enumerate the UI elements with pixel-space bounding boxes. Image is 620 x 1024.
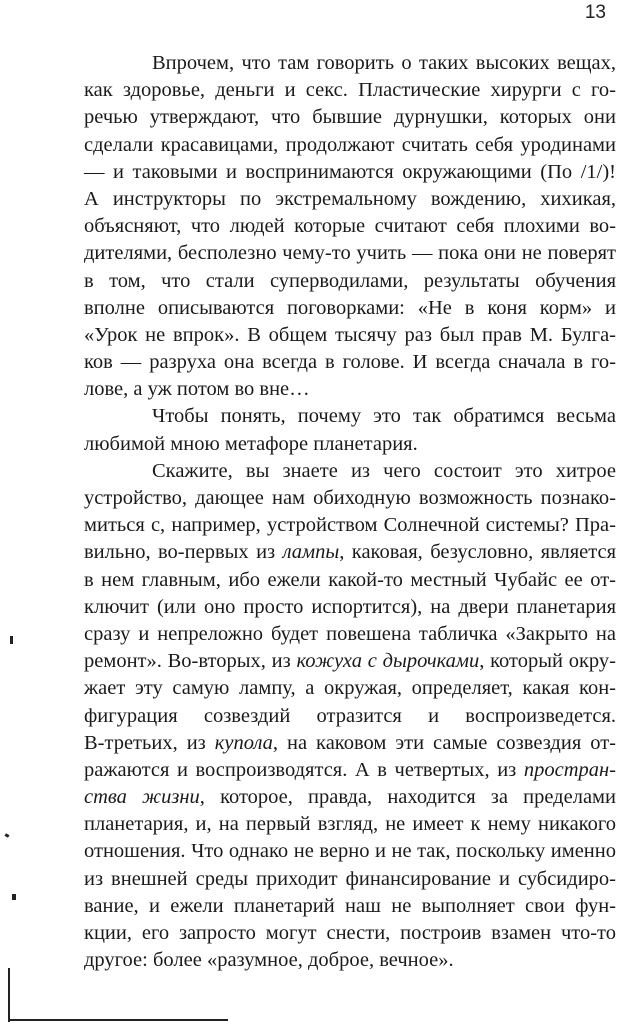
text-line: вание, и ежели планетарий наш не выполняет свои фун- (84, 894, 616, 917)
text-line: как здоровье, деньги и секс. Пластические хирурги с го- (84, 79, 616, 102)
text-line: «Урок не впрок». В общем тысячу раз был прав М. Булга- (84, 323, 616, 346)
text-line (84, 757, 616, 784)
text-line (84, 784, 616, 811)
text-span: , который окру- (479, 650, 616, 673)
text-line: фигурация созвездий отразится и воспроизведется. (84, 704, 616, 727)
text-line: в том, что стали суперводилами, результаты обучения (84, 269, 616, 292)
text-line (84, 539, 616, 566)
text-line: сделали красавицами, продолжают считать себя уродинами (84, 133, 616, 156)
text-line: жает эту самую лампу, а окружая, определяет, какая кон- (84, 677, 616, 700)
text-line (84, 730, 616, 757)
text-line: отношения. Что однако не верно и не так, поскольку именно (84, 840, 616, 863)
scan-artifact (10, 636, 13, 644)
text-line: другое: более «разумное, доброе, вечное». (84, 949, 454, 972)
text-line: миться с, например, устройством Солнечной системы? Пра- (84, 514, 616, 537)
text-span: , на каковом эти самые созвездия от- (272, 731, 617, 754)
italic-term: купола (214, 731, 273, 754)
margin-rule (8, 968, 10, 1022)
text-span: ремонт». Во-вторых, из (84, 650, 297, 673)
italic-term: лампы (282, 541, 340, 564)
text-line: ключит (или оно просто испортится), на двери планетария (84, 595, 616, 618)
text-line: планетария, и, на первый взгляд, не имеет к нему никакого (84, 813, 616, 836)
text-line: Скажите, вы знаете из чего состоит это хитрое (152, 459, 616, 482)
text-line: дителями, бесполезно чему-то учить — пока они не поверят (84, 242, 616, 265)
italic-term: ства жизни (84, 786, 200, 809)
text-line: сразу и непреложно будет повешена табличка «Закрыто на (84, 622, 616, 645)
bottom-rule (8, 1019, 228, 1021)
text-line (84, 648, 616, 675)
text-line: речью утверждают, что бывшие дурнушки, которых они (84, 106, 616, 129)
text-line: объясняют, что людей которые считают себя плохими во- (84, 215, 616, 238)
italic-term: простран- (523, 758, 616, 781)
text-line: кции, его запросто могут снести, построив взамен что-то (84, 922, 616, 944)
text-span: , которое, правда, находится за пределами (199, 786, 616, 809)
text-span: ражаются и воспроизводятся. А в четвертых, из (84, 758, 524, 781)
text-line: ков — разруха она всегда в голове. И всегда сначала в го- (84, 351, 616, 374)
page-number: 13 (584, 2, 606, 23)
italic-term: кожуха с дырочками (296, 650, 480, 673)
text-line: вполне описываются поговорками: «Не в коня корм» и (84, 296, 616, 319)
text-line: Чтобы понять, почему это так обратимся весьма (152, 405, 616, 428)
text-span: вильно, во-первых из (84, 541, 283, 564)
text-line: А инструкторы по экстремальному вождению, хихикая, (84, 187, 616, 210)
text-line: Впрочем, что там говорить о таких высоких вещах, (152, 52, 616, 74)
text-line: — и таковыми и воспринимаются окружающими (По /1/)! (84, 160, 616, 183)
text-line: лове, а уж потом во вне… (84, 378, 310, 401)
text-line: любимой мною метафоре планетария. (84, 432, 418, 455)
text-span: В-третьих, из (84, 731, 215, 754)
body-text (84, 50, 616, 974)
text-line: в нем главным, ибо ежели какой-то местный Чубайс ее от- (84, 568, 616, 591)
text-line: устройство, дающее нам обиходную возможность познако- (84, 487, 616, 509)
scan-artifact (12, 894, 16, 900)
text-span: , каковая, безусловно, является (339, 541, 616, 564)
text-line: из внешней среды приходит финансирование и субсидиро- (84, 867, 616, 890)
scan-artifact (5, 833, 10, 838)
